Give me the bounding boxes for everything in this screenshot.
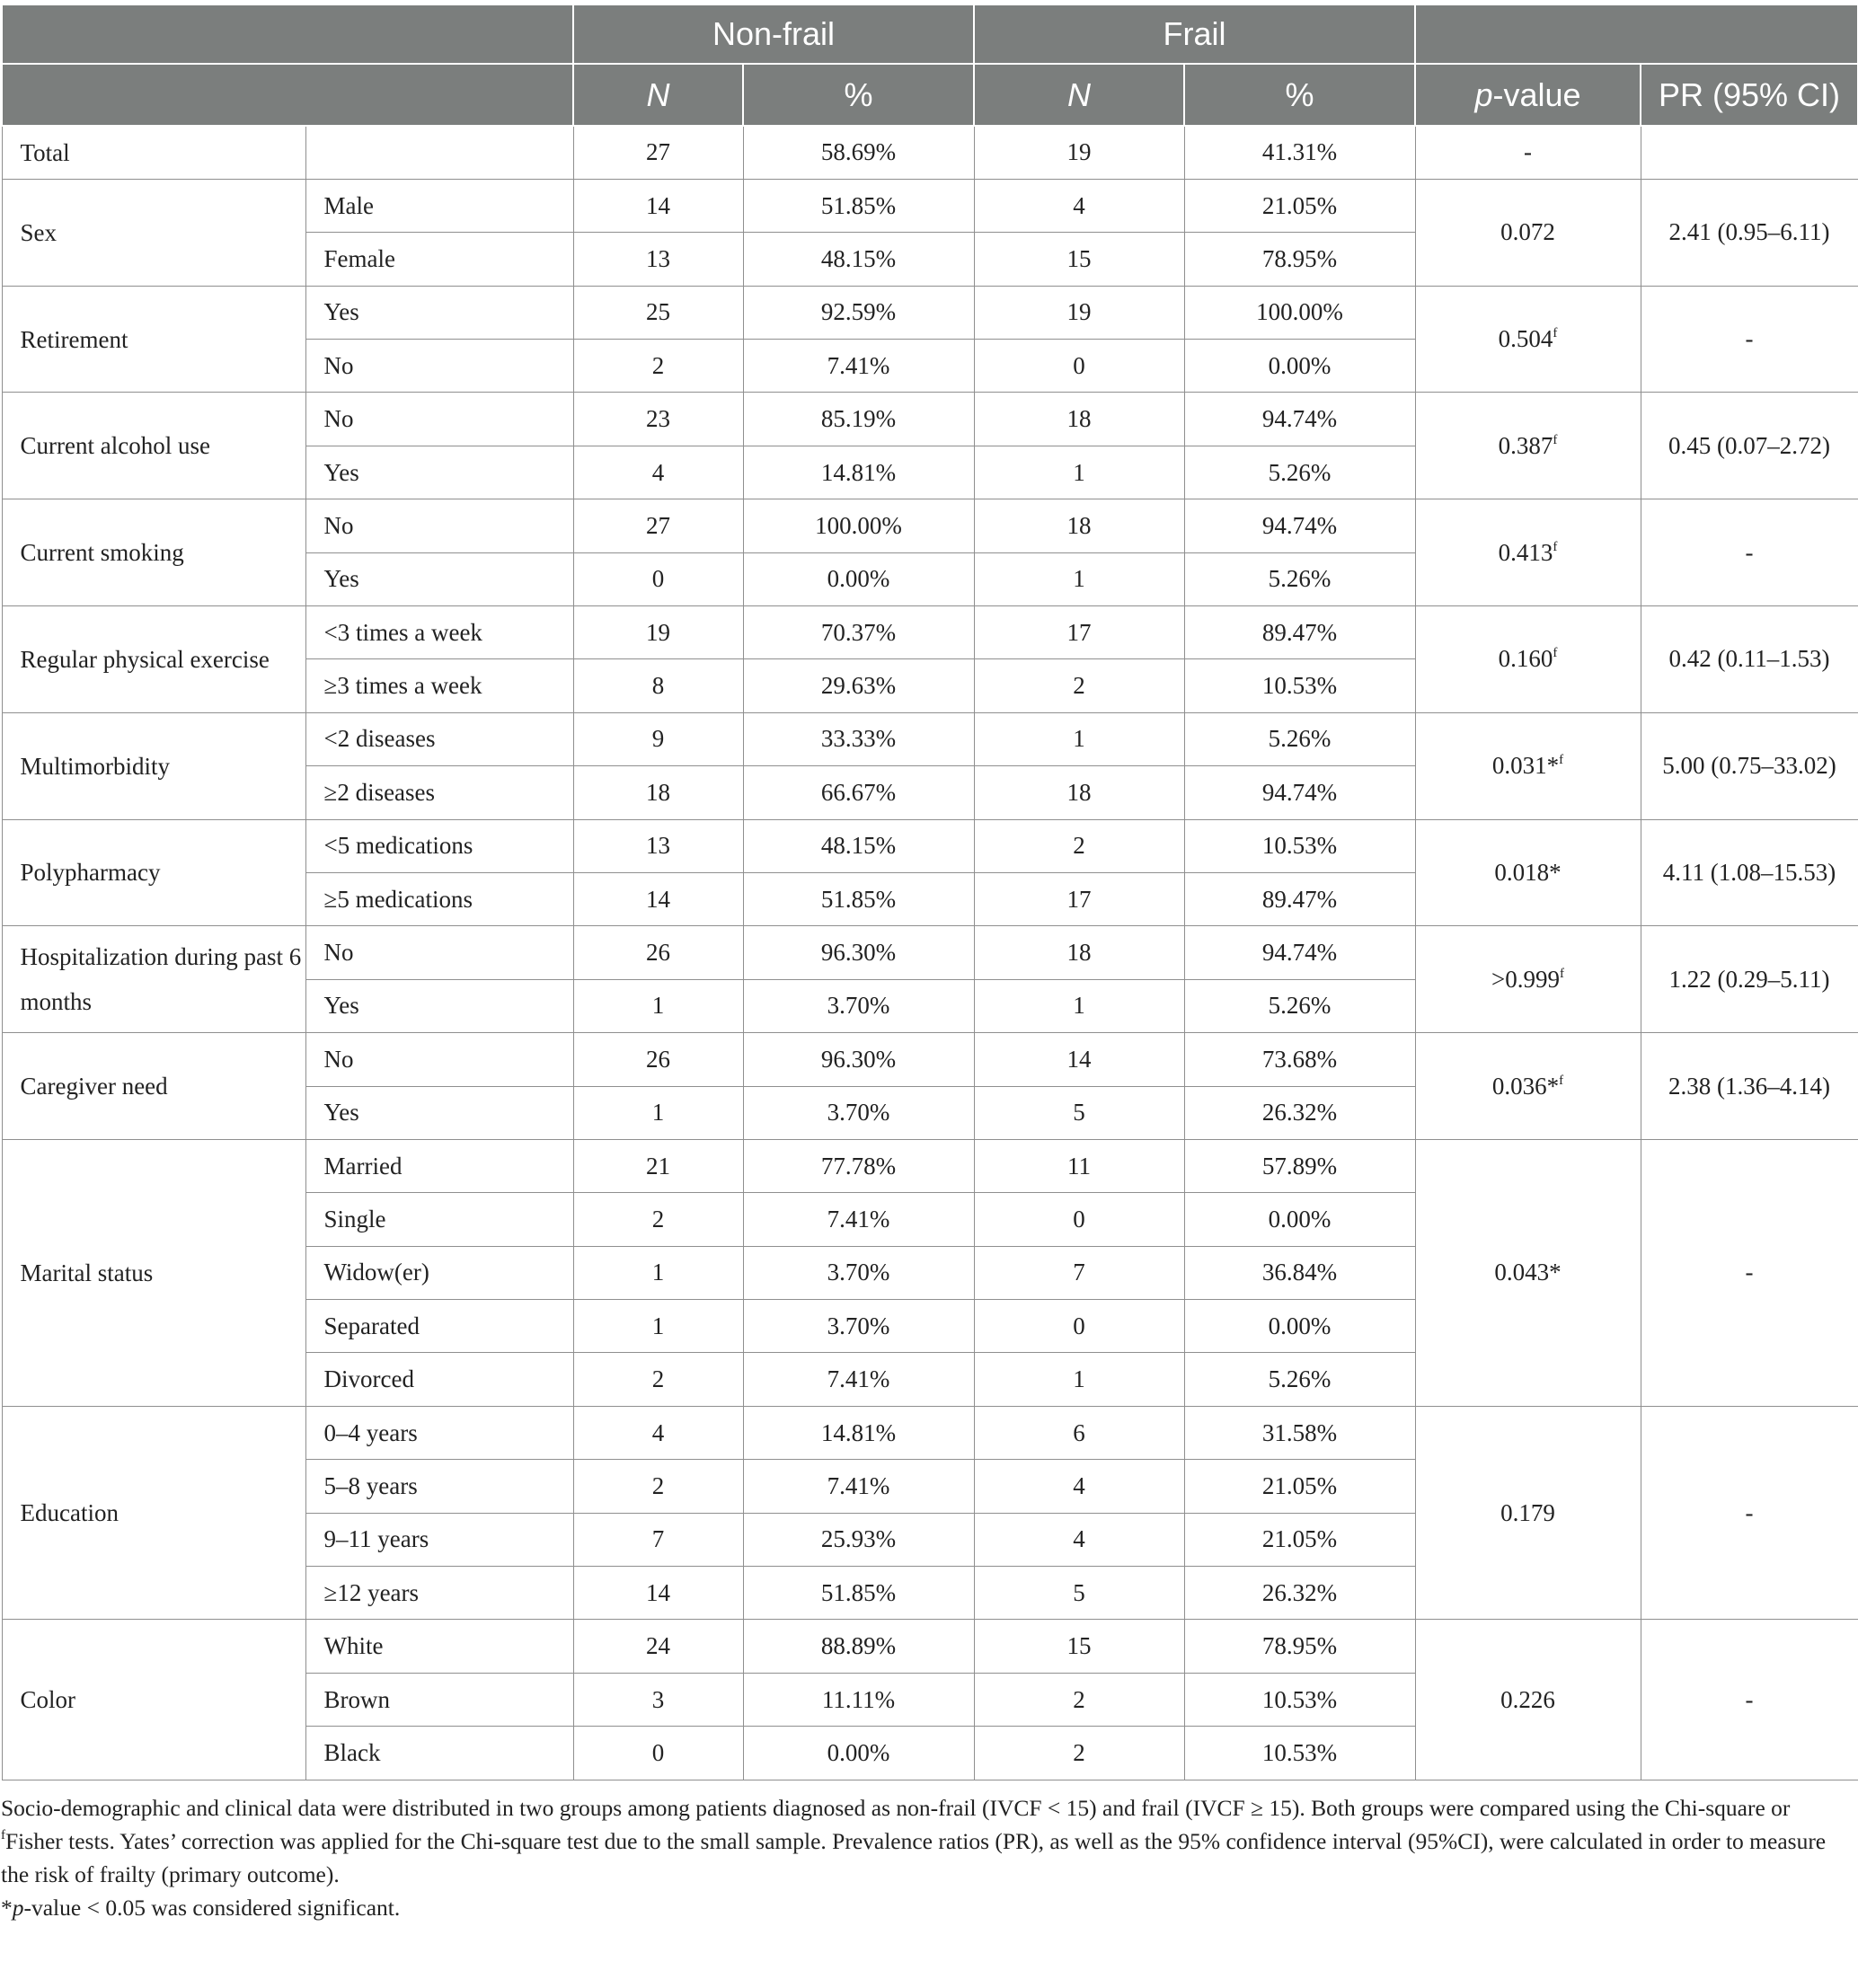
sub-label: Yes [305, 446, 573, 499]
nf-n-cell: 3 [573, 1673, 743, 1726]
header-nf-pct: % [743, 64, 974, 126]
row-label: Total [2, 126, 305, 179]
header-group-non-frail: Non-frail [573, 4, 974, 64]
table-container [1, 4, 1857, 1924]
header-f-pct: % [1184, 64, 1415, 126]
f-pct-cell: 36.84% [1184, 1246, 1415, 1299]
pr-cell: - [1641, 286, 1858, 393]
f-pct-cell: 78.95% [1184, 233, 1415, 286]
nf-n-cell: 1 [573, 1246, 743, 1299]
row-label: Current alcohol use [2, 393, 305, 499]
table-row-hospitalization-during-past-6-months [2, 926, 1858, 979]
pr-cell: 5.00 (0.75–33.02) [1641, 712, 1858, 819]
f-n-cell: 0 [974, 1300, 1184, 1353]
footnote-sig-text: -value < 0.05 was considered significant. [23, 1894, 401, 1921]
nf-pct-cell: 51.85% [743, 872, 974, 925]
f-n-cell: 5 [974, 1086, 1184, 1139]
p-value-sup: f [1553, 539, 1558, 554]
pr-cell: - [1641, 1139, 1858, 1406]
nf-pct-cell: 58.69% [743, 126, 974, 179]
p-value-text: 0.413 [1498, 538, 1553, 566]
f-n-cell: 1 [974, 446, 1184, 499]
header-blank [2, 4, 573, 64]
nf-pct-cell: 0.00% [743, 1727, 974, 1780]
pr-cell: 4.11 (1.08–15.53) [1641, 819, 1858, 926]
nf-n-cell: 21 [573, 1139, 743, 1192]
header-blank-2 [2, 64, 573, 126]
row-label: Current smoking [2, 499, 305, 606]
sub-label: 9–11 years [305, 1513, 573, 1566]
p-value-text: 0.504 [1498, 325, 1553, 353]
nf-pct-cell: 11.11% [743, 1673, 974, 1726]
f-pct-cell: 5.26% [1184, 1353, 1415, 1406]
p-value-sup: f [1553, 646, 1558, 661]
p-value-sup: f [1553, 326, 1558, 341]
sub-label: ≥3 times a week [305, 659, 573, 712]
table-row-education [2, 1406, 1858, 1459]
f-pct-cell: 0.00% [1184, 340, 1415, 393]
nf-pct-cell: 85.19% [743, 393, 974, 446]
pr-cell: 1.22 (0.29–5.11) [1641, 926, 1858, 1033]
nf-pct-cell: 92.59% [743, 286, 974, 339]
table-row-polypharmacy [2, 819, 1858, 872]
f-pct-cell: 57.89% [1184, 1139, 1415, 1192]
nf-pct-cell: 33.33% [743, 712, 974, 765]
f-pct-cell: 21.05% [1184, 1460, 1415, 1513]
nf-n-cell: 4 [573, 446, 743, 499]
header-f-n: N [974, 64, 1184, 126]
f-pct-cell: 41.31% [1184, 126, 1415, 179]
nf-n-cell: 1 [573, 979, 743, 1032]
p-value-cell: - [1415, 126, 1641, 179]
f-n-cell: 0 [974, 340, 1184, 393]
nf-pct-cell: 7.41% [743, 340, 974, 393]
header-nf-n: N [573, 64, 743, 126]
nf-n-cell: 8 [573, 659, 743, 712]
f-pct-cell: 26.32% [1184, 1567, 1415, 1620]
f-pct-cell: 5.26% [1184, 446, 1415, 499]
nf-pct-cell: 0.00% [743, 552, 974, 605]
header-pr: PR (95% CI) [1641, 64, 1858, 126]
nf-n-cell: 27 [573, 499, 743, 552]
sub-label: <3 times a week [305, 606, 573, 659]
p-value-cell [1415, 1033, 1641, 1140]
sub-label: Widow(er) [305, 1246, 573, 1299]
nf-n-cell: 9 [573, 712, 743, 765]
footnote-p: p [12, 1894, 24, 1921]
nf-pct-cell: 48.15% [743, 233, 974, 286]
sub-label: Yes [305, 979, 573, 1032]
sub-label: Separated [305, 1300, 573, 1353]
sub-label: ≥12 years [305, 1567, 573, 1620]
nf-n-cell: 25 [573, 286, 743, 339]
f-n-cell: 2 [974, 1673, 1184, 1726]
footnote-significance [1, 1891, 1857, 1924]
p-value-text: 0.036* [1491, 1072, 1560, 1100]
f-pct-cell: 5.26% [1184, 979, 1415, 1032]
f-n-cell: 4 [974, 179, 1184, 232]
sub-label: White [305, 1620, 573, 1673]
pr-cell: - [1641, 1620, 1858, 1780]
row-label: Hospitalization during past 6 months [2, 926, 305, 1033]
nf-pct-cell: 96.30% [743, 926, 974, 979]
p-value-sup: f [1559, 753, 1564, 768]
sub-label: Yes [305, 1086, 573, 1139]
f-n-cell: 18 [974, 499, 1184, 552]
header-p-rest: -value [1492, 75, 1581, 113]
nf-n-cell: 24 [573, 1620, 743, 1673]
f-n-cell: 11 [974, 1139, 1184, 1192]
sub-label: ≥2 diseases [305, 766, 573, 819]
f-pct-cell: 10.53% [1184, 1727, 1415, 1780]
nf-n-cell: 7 [573, 1513, 743, 1566]
f-n-cell: 1 [974, 712, 1184, 765]
nf-n-cell: 19 [573, 606, 743, 659]
f-n-cell: 18 [974, 393, 1184, 446]
p-value-sup: f [1560, 966, 1564, 981]
f-n-cell: 2 [974, 659, 1184, 712]
f-pct-cell: 10.53% [1184, 659, 1415, 712]
f-pct-cell: 21.05% [1184, 1513, 1415, 1566]
f-n-cell: 4 [974, 1460, 1184, 1513]
f-pct-cell: 10.53% [1184, 1673, 1415, 1726]
pr-cell: - [1641, 499, 1858, 606]
sub-label: Single [305, 1193, 573, 1246]
f-n-cell: 1 [974, 1353, 1184, 1406]
nf-pct-cell: 48.15% [743, 819, 974, 872]
f-pct-cell: 5.26% [1184, 712, 1415, 765]
pr-cell: - [1641, 1406, 1858, 1620]
nf-pct-cell: 51.85% [743, 1567, 974, 1620]
header-p-value [1415, 64, 1641, 126]
f-pct-cell: 0.00% [1184, 1193, 1415, 1246]
nf-n-cell: 0 [573, 1727, 743, 1780]
pr-cell: 0.42 (0.11–1.53) [1641, 606, 1858, 713]
p-value-cell [1415, 179, 1641, 286]
nf-n-cell: 13 [573, 233, 743, 286]
row-label: Color [2, 1620, 305, 1780]
nf-n-cell: 18 [573, 766, 743, 819]
sub-label: Divorced [305, 1353, 573, 1406]
nf-n-cell: 14 [573, 872, 743, 925]
nf-pct-cell: 14.81% [743, 446, 974, 499]
sub-label: Male [305, 179, 573, 232]
footnote-sup: f [1, 1827, 5, 1842]
nf-pct-cell: 3.70% [743, 1300, 974, 1353]
f-pct-cell: 0.00% [1184, 1300, 1415, 1353]
sub-label [305, 126, 573, 179]
table-row-marital-status [2, 1139, 1858, 1192]
f-n-cell: 18 [974, 926, 1184, 979]
p-value-cell [1415, 606, 1641, 713]
row-label: Polypharmacy [2, 819, 305, 926]
nf-n-cell: 4 [573, 1406, 743, 1459]
nf-pct-cell: 96.30% [743, 1033, 974, 1086]
nf-pct-cell: 100.00% [743, 499, 974, 552]
pr-cell [1641, 126, 1858, 179]
p-value-text: 0.179 [1500, 1498, 1555, 1526]
p-value-text: 0.387 [1498, 431, 1553, 459]
nf-pct-cell: 3.70% [743, 1246, 974, 1299]
f-n-cell: 18 [974, 766, 1184, 819]
f-pct-cell: 73.68% [1184, 1033, 1415, 1086]
sub-label: Brown [305, 1673, 573, 1726]
sub-label: Female [305, 233, 573, 286]
p-value-text: 0.226 [1500, 1685, 1555, 1713]
f-pct-cell: 31.58% [1184, 1406, 1415, 1459]
p-value-text: 0.031* [1491, 752, 1560, 780]
p-value-cell [1415, 1406, 1641, 1620]
nf-pct-cell: 77.78% [743, 1139, 974, 1192]
table-row-total [2, 126, 1858, 179]
table-row-caregiver-need [2, 1033, 1858, 1086]
row-label: Caregiver need [2, 1033, 305, 1140]
nf-n-cell: 2 [573, 1193, 743, 1246]
nf-n-cell: 1 [573, 1086, 743, 1139]
f-n-cell: 2 [974, 1727, 1184, 1780]
f-n-cell: 14 [974, 1033, 1184, 1086]
table-row-regular-physical-exercise [2, 606, 1858, 659]
p-value-text: 0.043* [1494, 1259, 1562, 1286]
table-body [2, 126, 1858, 1780]
sub-label: Married [305, 1139, 573, 1192]
frailty-comparison-table [1, 4, 1858, 1780]
sub-label: Black [305, 1727, 573, 1780]
nf-pct-cell: 25.93% [743, 1513, 974, 1566]
sub-label: No [305, 499, 573, 552]
p-value-text: 0.018* [1494, 858, 1562, 886]
f-pct-cell: 100.00% [1184, 286, 1415, 339]
sub-label: 5–8 years [305, 1460, 573, 1513]
f-n-cell: 17 [974, 872, 1184, 925]
nf-n-cell: 2 [573, 340, 743, 393]
p-value-cell [1415, 712, 1641, 819]
table-footnotes [1, 1791, 1857, 1924]
sub-label: Yes [305, 286, 573, 339]
nf-pct-cell: 3.70% [743, 1086, 974, 1139]
table-row-current-alcohol-use [2, 393, 1858, 446]
table-row-multimorbidity [2, 712, 1858, 765]
sub-label: Yes [305, 552, 573, 605]
nf-pct-cell: 7.41% [743, 1193, 974, 1246]
nf-pct-cell: 3.70% [743, 979, 974, 1032]
row-label: Regular physical exercise [2, 606, 305, 713]
p-value-cell [1415, 819, 1641, 926]
nf-pct-cell: 7.41% [743, 1353, 974, 1406]
f-pct-cell: 10.53% [1184, 819, 1415, 872]
nf-n-cell: 0 [573, 552, 743, 605]
f-pct-cell: 94.74% [1184, 499, 1415, 552]
p-value-cell [1415, 393, 1641, 499]
p-value-cell [1415, 499, 1641, 606]
sub-label: <2 diseases [305, 712, 573, 765]
row-label: Multimorbidity [2, 712, 305, 819]
f-pct-cell: 94.74% [1184, 393, 1415, 446]
nf-n-cell: 2 [573, 1460, 743, 1513]
p-value-cell [1415, 1139, 1641, 1406]
sub-label: ≥5 medications [305, 872, 573, 925]
sub-label: No [305, 393, 573, 446]
header-p-italic: p [1474, 75, 1493, 113]
sub-label: No [305, 340, 573, 393]
f-pct-cell: 78.95% [1184, 1620, 1415, 1673]
f-n-cell: 0 [974, 1193, 1184, 1246]
p-value-sup: f [1553, 432, 1558, 447]
nf-pct-cell: 70.37% [743, 606, 974, 659]
f-n-cell: 15 [974, 233, 1184, 286]
f-pct-cell: 89.47% [1184, 872, 1415, 925]
f-n-cell: 17 [974, 606, 1184, 659]
row-label: Sex [2, 179, 305, 286]
f-n-cell: 4 [974, 1513, 1184, 1566]
nf-pct-cell: 51.85% [743, 179, 974, 232]
p-value-cell [1415, 286, 1641, 393]
nf-pct-cell: 88.89% [743, 1620, 974, 1673]
nf-n-cell: 13 [573, 819, 743, 872]
nf-pct-cell: 14.81% [743, 1406, 974, 1459]
row-label: Education [2, 1406, 305, 1620]
table-row-sex [2, 179, 1858, 232]
footnote-main [1, 1791, 1857, 1891]
p-value-sup: f [1559, 1073, 1564, 1088]
p-value-text: >0.999 [1491, 965, 1560, 993]
table-row-color [2, 1620, 1858, 1673]
nf-n-cell: 26 [573, 1033, 743, 1086]
nf-n-cell: 26 [573, 926, 743, 979]
f-n-cell: 5 [974, 1567, 1184, 1620]
f-n-cell: 19 [974, 126, 1184, 179]
f-n-cell: 1 [974, 979, 1184, 1032]
sub-label: No [305, 1033, 573, 1086]
nf-n-cell: 2 [573, 1353, 743, 1406]
table-row-current-smoking [2, 499, 1858, 552]
footnote-star: * [1, 1894, 13, 1921]
nf-pct-cell: 29.63% [743, 659, 974, 712]
f-n-cell: 2 [974, 819, 1184, 872]
sub-label: 0–4 years [305, 1406, 573, 1459]
p-value-cell [1415, 926, 1641, 1033]
sub-label: <5 medications [305, 819, 573, 872]
header-blank-right [1415, 4, 1858, 64]
f-n-cell: 7 [974, 1246, 1184, 1299]
nf-n-cell: 14 [573, 179, 743, 232]
f-pct-cell: 21.05% [1184, 179, 1415, 232]
f-pct-cell: 26.32% [1184, 1086, 1415, 1139]
nf-pct-cell: 66.67% [743, 766, 974, 819]
f-pct-cell: 94.74% [1184, 766, 1415, 819]
pr-cell: 0.45 (0.07–2.72) [1641, 393, 1858, 499]
f-n-cell: 15 [974, 1620, 1184, 1673]
footnote-text-1: Socio-demographic and clinical data were distributed in two groups among patients diagnosed as non-frail (IVCF < 15) and frail (IVCF ≥ 15). Both groups were compared using the Chi-square or [1, 1794, 1791, 1821]
nf-pct-cell: 7.41% [743, 1460, 974, 1513]
f-n-cell: 1 [974, 552, 1184, 605]
nf-n-cell: 23 [573, 393, 743, 446]
pr-cell: 2.38 (1.36–4.14) [1641, 1033, 1858, 1140]
table-row-retirement [2, 286, 1858, 339]
f-n-cell: 19 [974, 286, 1184, 339]
row-label: Marital status [2, 1139, 305, 1406]
p-value-cell [1415, 1620, 1641, 1780]
footnote-text-2: Fisher tests. Yates’ correction was applied for the Chi-square test due to the small sample. Prevalence ratios (PR), as well as the 95% confidence interval (95%CI), were calculated in order to measure the risk of frailty (primary outcome). [1, 1827, 1827, 1887]
nf-n-cell: 27 [573, 126, 743, 179]
sub-label: No [305, 926, 573, 979]
nf-n-cell: 14 [573, 1567, 743, 1620]
f-pct-cell: 94.74% [1184, 926, 1415, 979]
nf-n-cell: 1 [573, 1300, 743, 1353]
f-n-cell: 6 [974, 1406, 1184, 1459]
f-pct-cell: 89.47% [1184, 606, 1415, 659]
row-label: Retirement [2, 286, 305, 393]
p-value-text: 0.072 [1500, 218, 1555, 246]
header-group-frail: Frail [974, 4, 1415, 64]
pr-cell: 2.41 (0.95–6.11) [1641, 179, 1858, 286]
p-value-text: 0.160 [1498, 645, 1553, 673]
f-pct-cell: 5.26% [1184, 552, 1415, 605]
